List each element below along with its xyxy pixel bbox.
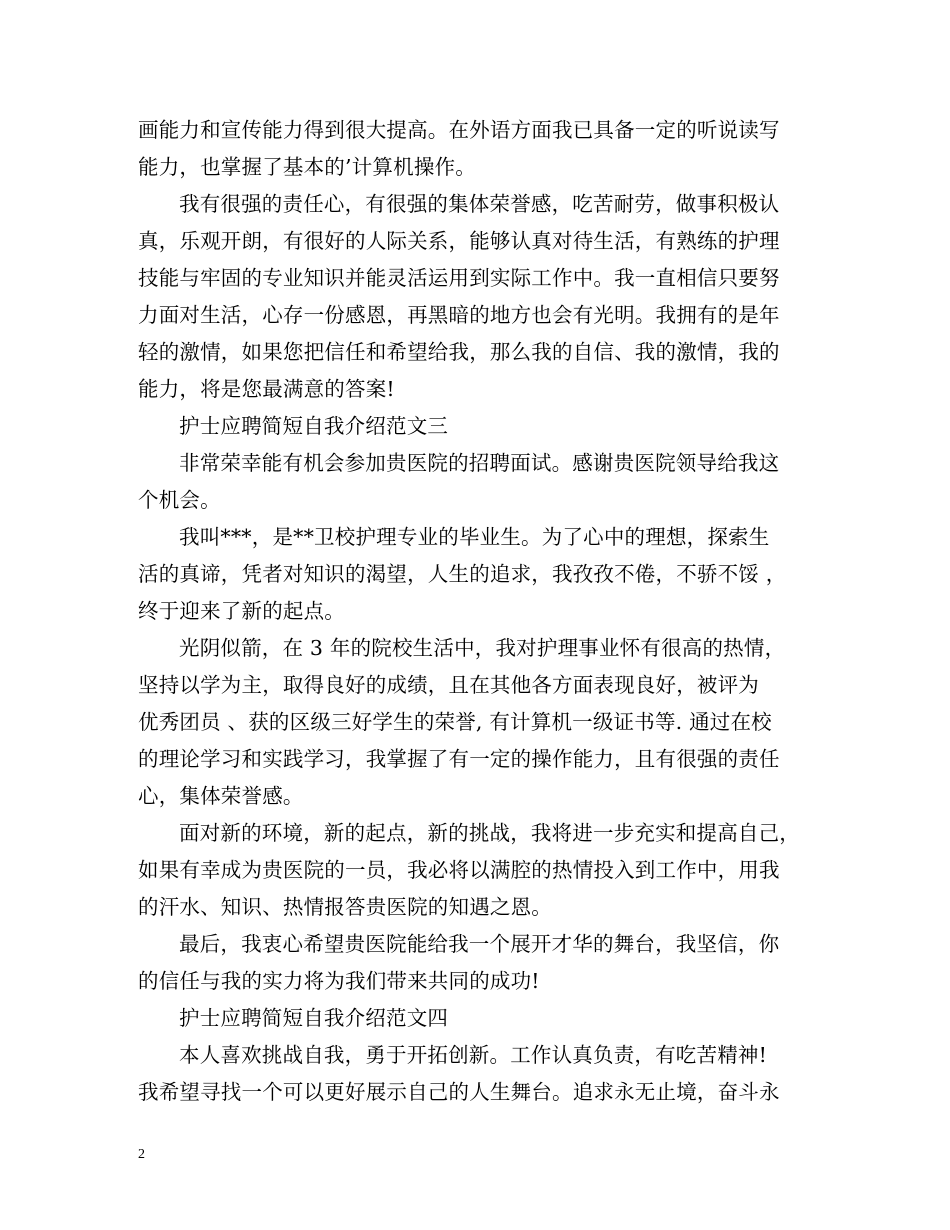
- text-line: 力面对生活，心存一份感恩，再黑暗的地方也会有光明。我拥有的是年: [138, 303, 780, 327]
- text-line: 我希望寻找一个可以更好展示自己的人生舞台。追求永无止境，奋斗永: [138, 1080, 780, 1104]
- page-number: 2: [138, 1147, 145, 1162]
- text-line: 个机会。: [138, 488, 221, 512]
- text-line: 护士应聘简短自我介绍范文三: [179, 414, 449, 438]
- text-line: 心，集体荣誉感。: [138, 784, 304, 808]
- text-line: 护士应聘简短自我介绍范文四: [179, 1006, 449, 1030]
- text-line: 的汗水、知识、热情报答贵医院的知遇之恩。: [138, 895, 552, 919]
- text-line: 画能力和宣传能力得到很大提高。在外语方面我已具备一定的听说读写: [138, 118, 780, 142]
- text-line: 轻的激情，如果您把信任和希望给我，那么我的自信、我的激情，我的: [138, 340, 780, 364]
- text-line: 能力，将是您最满意的答案!: [138, 377, 395, 401]
- text-line: 光阴似箭，在 3 年的院校生活中，我对护理事业怀有很高的热情，: [179, 636, 786, 660]
- text-line: 我叫***，是**卫校护理专业的毕业生。为了心中的理想，探索生: [179, 525, 770, 549]
- text-line: 如果有幸成为贵医院的一员，我必将以满腔的热情投入到工作中，用我: [138, 858, 780, 882]
- text-line: 活的真谛，凭者对知识的渴望，人生的追求，我孜孜不倦，不骄不馁 ，: [138, 562, 787, 586]
- text-line: 最后，我衷心希望贵医院能给我一个展开才华的舞台，我坚信，你: [179, 932, 780, 956]
- text-line: 我有很强的责任心，有很强的集体荣誉感，吃苦耐劳，做事积极认: [179, 192, 780, 216]
- text-line: 能力，也掌握了基本的’计算机操作。: [138, 155, 476, 179]
- text-line: 优秀团员 、获的区级三好学生的荣誉, 有计算机一级证书等. 通过在校: [138, 710, 772, 734]
- text-line: 坚持以学为主，取得良好的成绩，且在其他各方面表现良好，被评为: [138, 673, 759, 697]
- text-line: 技能与牢固的专业知识并能灵活运用到实际工作中。我一直相信只要努: [138, 266, 780, 290]
- text-line: 的信任与我的实力将为我们带来共同的成功!: [138, 969, 540, 993]
- text-line: 的理论学习和实践学习，我掌握了有一定的操作能力，且有很强的责任: [138, 747, 780, 771]
- text-line: 本人喜欢挑战自我，勇于开拓创新。工作认真负责，有吃苦精神!: [179, 1043, 768, 1067]
- text-line: 终于迎来了新的起点。: [138, 599, 345, 623]
- text-line: 真，乐观开朗，有很好的人际关系，能够认真对待生活，有熟练的护理: [138, 229, 780, 253]
- text-line: 非常荣幸能有机会参加贵医院的招聘面试。感谢贵医院领导给我这: [179, 451, 780, 475]
- document-body: [138, 112, 818, 1111]
- text-line: 面对新的环境，新的起点，新的挑战，我将进一步充实和提高自己，: [179, 821, 800, 845]
